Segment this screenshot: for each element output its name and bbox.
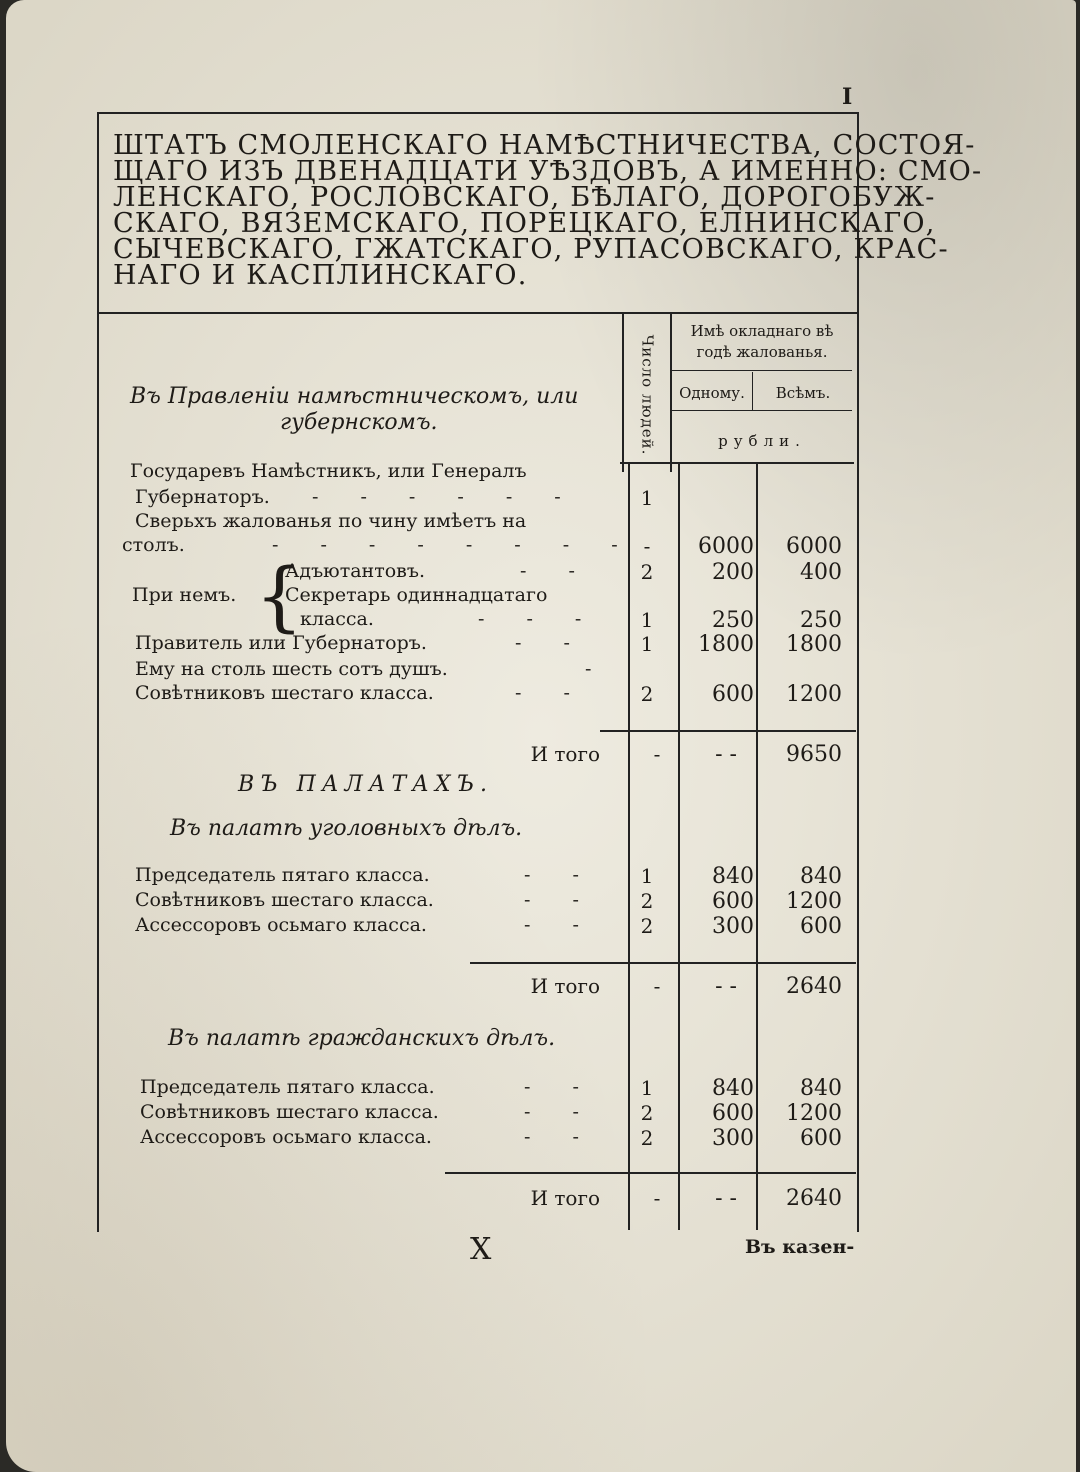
title-line: ЩАГО ИЗЪ ДВЕНАДЦАТИ УѢЗДОВЪ, А ИМЕННО: СМО- bbox=[113, 156, 983, 187]
brace-label: При немъ. bbox=[132, 584, 237, 606]
table-row: Совѣтниковъ шестаго класса. - - 2 600 1200 bbox=[135, 889, 842, 914]
total-rule-2 bbox=[470, 962, 856, 964]
total-rule-1 bbox=[600, 730, 856, 732]
table-row: Председатель пятаго класса. - - 1 840 840 bbox=[135, 864, 842, 889]
table-row: Секретарь одиннадцатаго bbox=[285, 584, 548, 606]
catchword: Въ казен- bbox=[745, 1236, 855, 1258]
table-row: Сверьхъ жалованья по чину имѣетъ на bbox=[135, 510, 527, 532]
table-row: класса. - - - 1 250 250 bbox=[300, 608, 842, 633]
table-row: Совѣтниковъ шестаго класса. - - 2 600 1200 bbox=[140, 1101, 842, 1126]
unit-rule bbox=[670, 410, 852, 411]
table-row: Совѣтниковъ шестаго класса. - - 2 600 1200 bbox=[135, 682, 842, 707]
all-column-header: Всѣмъ. bbox=[775, 384, 831, 402]
total-rule-3 bbox=[445, 1172, 856, 1174]
table-row: Ему на столь шесть сотъ душъ. - bbox=[135, 658, 610, 680]
unit-header: рубли. bbox=[718, 432, 806, 450]
brace-symbol: { bbox=[255, 551, 304, 640]
total-row: И того - - - 9650 bbox=[530, 742, 842, 767]
document-title bbox=[113, 130, 983, 291]
one-all-rule bbox=[752, 372, 753, 410]
section-title: Въ палатѣ уголовныхъ дѣлъ. bbox=[170, 816, 523, 841]
table-row: Ассессоровъ осьмаго класса. - - 2 300 600 bbox=[140, 1126, 842, 1151]
total-row: И того - - - 2640 bbox=[530, 974, 842, 999]
title-line: СКАГО, ВЯЗЕМСКАГО, ПОРЕЦКАГО, ЕЛНИНСКАГО, bbox=[113, 208, 936, 239]
page-number: I bbox=[842, 84, 853, 110]
table-row: столъ. - - - - - - - - - 6000 6000 bbox=[122, 534, 842, 559]
section-title: Въ палатѣ гражданскихъ дѣлъ. bbox=[168, 1026, 556, 1051]
table-row: Правитель или Губернаторъ. - - 1 1800 1800 bbox=[135, 632, 842, 657]
count-column-header: Число людей. bbox=[638, 334, 657, 456]
salary-header-line1: Имѣ окладнаго вѣ bbox=[690, 322, 834, 340]
header-rule bbox=[97, 312, 857, 314]
title-line: ШТАТЪ СМОЛЕНСКАГО НАМѢСТНИЧЕСТВА, СОСТОЯ- bbox=[113, 130, 976, 161]
title-line: ЛЕНСКАГО, РОСЛОВСКАГО, БѢЛАГО, ДОРОГОБУЖ- bbox=[113, 182, 936, 213]
section-title: губернскомъ. bbox=[280, 410, 438, 435]
table-row: Губернаторъ. - - - - - - 1 bbox=[135, 486, 654, 510]
title-line: НАГО И КАСПЛИНСКАГО. bbox=[113, 260, 528, 291]
one-column-header: Одному. bbox=[679, 384, 745, 402]
table-row: Председатель пятаго класса. - - 1 840 840 bbox=[140, 1076, 842, 1101]
table-row: Государевъ Намѣстникъ, или Генералъ bbox=[130, 460, 527, 482]
section-title: Въ Правленіи намѣстническомъ, или bbox=[130, 384, 579, 409]
title-line: СЫЧЕВСКАГО, ГЖАТСКАГО, РУПАСОВСКАГО, КРАС- bbox=[113, 234, 949, 265]
total-row: И того - - - 2640 bbox=[530, 1186, 842, 1211]
table-row: Ассессоровъ осьмаго класса. - - 2 300 600 bbox=[135, 914, 842, 939]
signature-mark: Х bbox=[470, 1232, 492, 1267]
chambers-title: ВЪ ПАЛАТАХЪ. bbox=[238, 772, 493, 797]
subheader-rule bbox=[670, 370, 852, 371]
salary-header-line2: годѣ жалованья. bbox=[696, 343, 828, 361]
table-row: Адъютантовъ. - - 2 200 400 bbox=[285, 560, 842, 585]
